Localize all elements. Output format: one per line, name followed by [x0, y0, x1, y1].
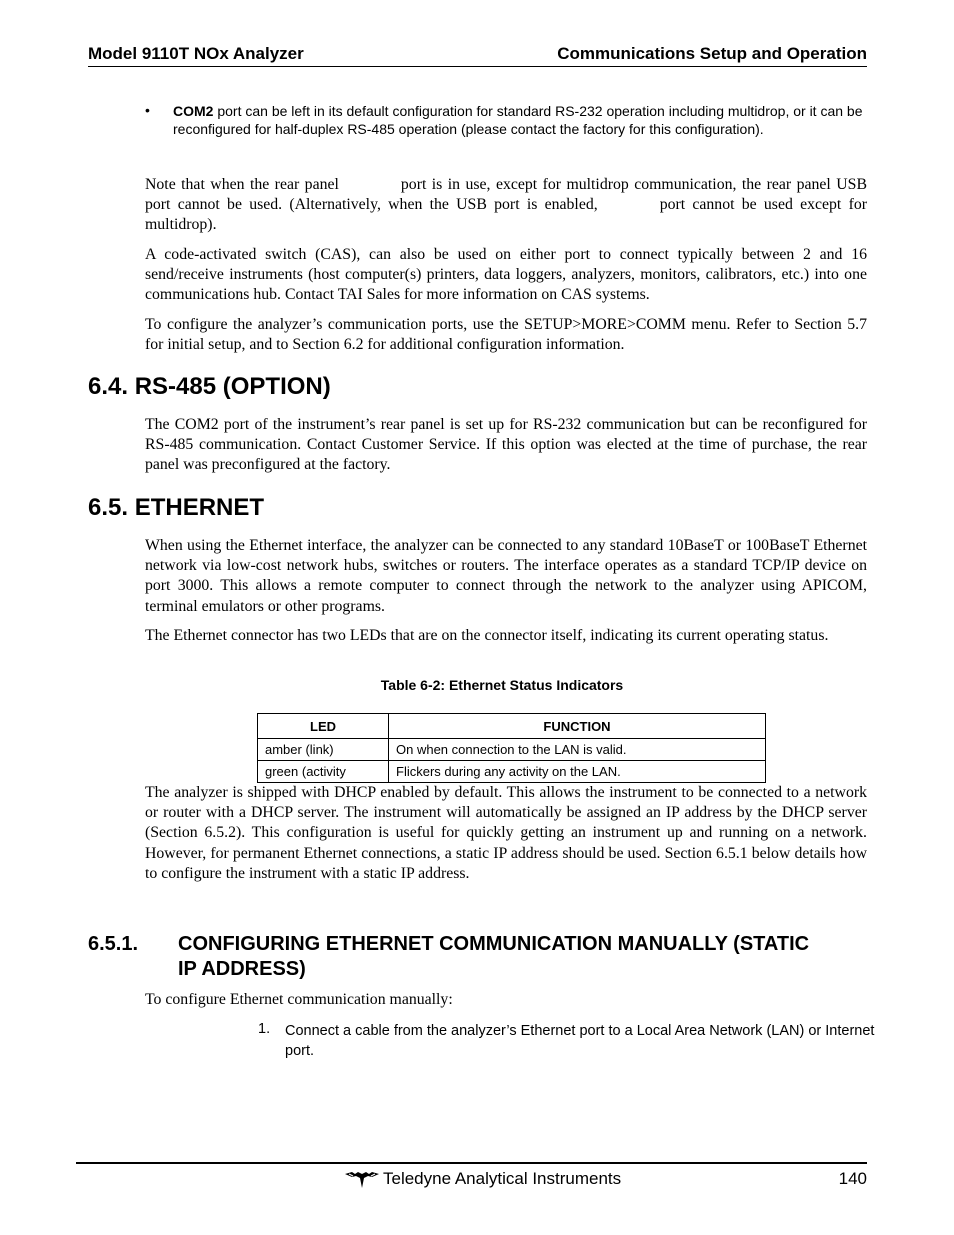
teledyne-logo-icon [345, 1171, 379, 1189]
para-note [145, 175, 867, 236]
page-header [88, 44, 867, 67]
para-note-part-b: port is in use, except for multidrop communication, the rear panel USB port cannot be used. (Alternatively, when the USB port is enabled, [145, 176, 867, 214]
para-651-intro: To configure Ethernet communication manually: [145, 991, 453, 1008]
header-model-title: Model 9110T NOx Analyzer [88, 44, 304, 63]
table-row [258, 739, 766, 761]
bullet-marker: • [145, 102, 150, 118]
bullet-lead: COM2 [173, 103, 214, 119]
ethernet-status-table [257, 713, 766, 783]
para-ethernet-leds: The Ethernet connector has two LEDs that are on the connector itself, indicating its current operating status. [145, 627, 829, 644]
table-header-row [258, 714, 766, 739]
para-rs485: The COM2 port of the instrument’s rear panel is set up for RS-232 communication but can be reconfigured for RS-485 communication. Contact Customer Service. If this option was elected at the time of purchase, the rear panel was preconfigured at the factory. [145, 416, 867, 474]
table-caption: Table 6-2: Ethernet Status Indicators [380, 677, 624, 693]
para-dhcp: The analyzer is shipped with DHCP enabled by default. This allows the instrument to be connected to a network or router with a DHCP server. The instrument will automatically be assigned an IP address by the DHCP server (Section 6.5.2). This configuration is useful for quickly getting an instrument up and running on a network. However, for permanent Ethernet connections, a static IP address should be used. Section 6.5.1 below details how to configure the instrument with a static IP address. [145, 784, 867, 882]
heading-651-number: 6.5.1. [88, 933, 139, 955]
table-row [258, 761, 766, 783]
heading-651-line1: CONFIGURING ETHERNET COMMUNICATION MANUALLY (STATIC [178, 933, 810, 955]
para-note-part-a: Note that when the rear panel [145, 176, 339, 193]
footer-rule [76, 1162, 867, 1164]
para-cas: A code-activated switch (CAS), can also be used on either port to connect typically between 2 and 16 send/receive instruments (host computer(s) printers, data loggers, analyzers, monitors, calibrators, etc.) into one communications hub. Contact TAI Sales for more information on CAS systems. [145, 246, 867, 304]
table-cell-function: Flickers during any activity on the LAN. [389, 761, 766, 783]
footer-company: Teledyne Analytical Instruments [383, 1169, 622, 1188]
table-header-function: FUNCTION [389, 714, 766, 739]
header-chapter-title: Communications Setup and Operation [557, 44, 867, 63]
table-cell-function: On when connection to the LAN is valid. [389, 739, 766, 761]
heading-651 [88, 932, 868, 982]
para-configure: To configure the analyzer’s communication ports, use the SETUP>MORE>COMM menu. Refer to Section 5.7 for initial setup, and to Section 6.2 for additional configuration information. [145, 316, 867, 354]
heading-651-line2: IP ADDRESS) [178, 958, 306, 980]
heading-rs485: 6.4. RS-485 (OPTION) [88, 373, 331, 400]
para-note-part-c: port cannot be used except for multidrop). [145, 196, 867, 234]
bullet-body: port can be left in its default configuration for standard RS-232 operation including multidrop, or it can be reconfigured for half-duplex RS-485 operation (please contact the factory for this configuration). [173, 103, 863, 137]
step-text: Connect a cable from the analyzer’s Ethernet port to a Local Area Network (LAN) or Internet port. [285, 1023, 875, 1059]
heading-ethernet: 6.5. ETHERNET [88, 494, 265, 521]
para-ethernet-intro: When using the Ethernet interface, the analyzer can be connected to any standard 10BaseT or 100BaseT Ethernet network via low-cost network hubs, switches or routers. The interface operates as a standard TCP/IP device on port 3000. This allows a remote computer to connect through the network to the analyzer using APICOM, terminal emulators or other programs. [145, 537, 867, 615]
table-cell-led: amber (link) [258, 739, 389, 761]
bullet-com2 [173, 102, 867, 138]
footer-page-number: 140 [838, 1169, 867, 1188]
table-cell-led: green (activity [258, 761, 389, 783]
table-header-led: LED [258, 714, 389, 739]
step-number: 1. [258, 1021, 271, 1037]
